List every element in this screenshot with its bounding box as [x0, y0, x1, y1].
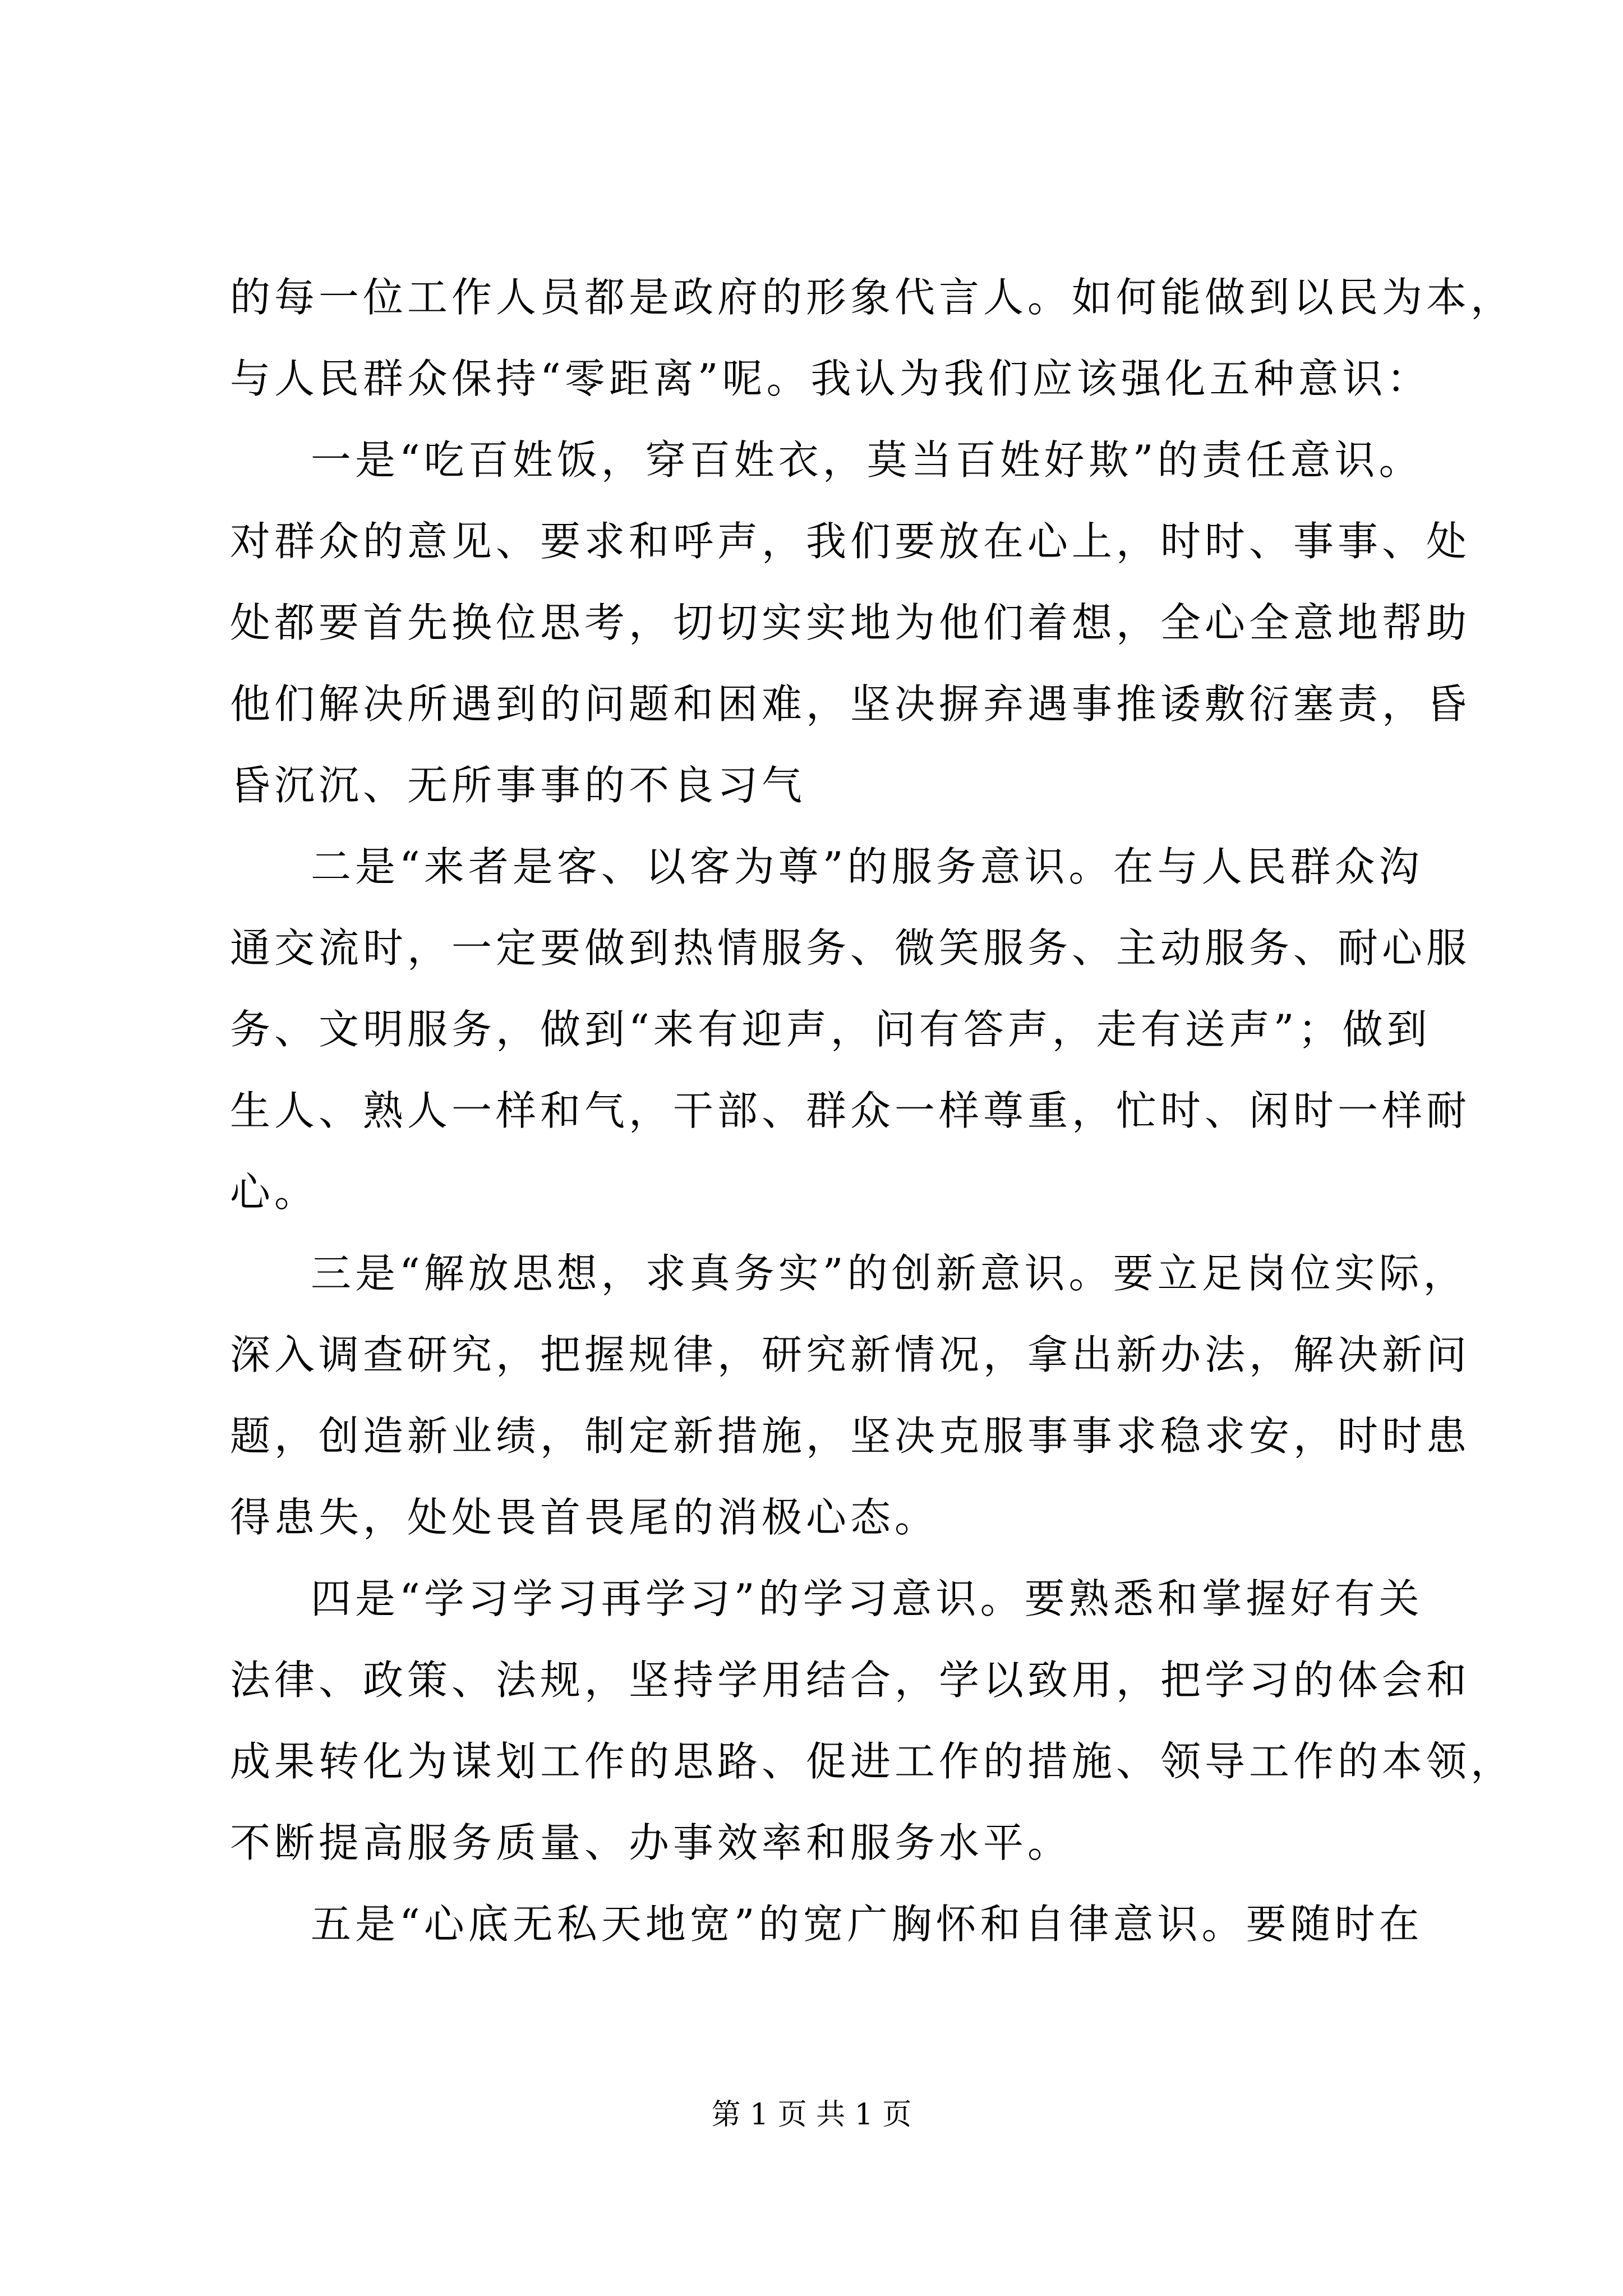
paragraph-start-line: 三是“解放思想，求真务实”的创新意识。要立足岗位实际， — [311, 1250, 1468, 1297]
text-line: 务、文明服务，做到“来有迎声，问有答声，走有送声”；做到 — [230, 1006, 1431, 1053]
paragraph-start-line: 四是“学习学习再学习”的学习意识。要熟悉和掌握好有关 — [311, 1575, 1423, 1622]
paragraph-start-line: 一是“吃百姓饭，穿百姓衣，莫当百姓好欺”的责任意识。 — [311, 436, 1423, 484]
paragraph-start-line: 二是“来者是客、以客为尊”的服务意识。在与人民群众沟 — [311, 843, 1423, 890]
text-line: 对群众的意见、要求和呼声，我们要放在心上，时时、事事、处 — [230, 518, 1471, 565]
text-line: 昏沉沉、无所事事的不良习气 — [230, 762, 806, 809]
text-line: 生人、熟人一样和气，干部、群众一样尊重，忙时、闲时一样耐 — [230, 1087, 1471, 1134]
text-line: 深入调查研究，把握规律，研究新情况，拿出新办法，解决新问 — [230, 1331, 1471, 1378]
text-line: 与人民群众保持“零距离”呢。我认为我们应该强化五种意识： — [230, 355, 1431, 402]
text-line: 的每一位工作人员都是政府的形象代言人。如何能做到以民为本， — [230, 274, 1515, 321]
text-line: 通交流时，一定要做到热情服务、微笑服务、主动服务、耐心服 — [230, 924, 1471, 972]
text-line: 不断提高服务质量、办事效率和服务水平。 — [230, 1819, 1072, 1866]
page-number-footer: 第 1 页 共 1 页 — [711, 2098, 912, 2132]
text-line: 处都要首先换位思考，切切实实地为他们着想，全心全意地帮助 — [230, 599, 1471, 646]
text-line: 法律、政策、法规，坚持学用结合，学以致用，把学习的体会和 — [230, 1657, 1471, 1704]
paragraph-start-line: 五是“心底无私天地宽”的宽广胸怀和自律意识。要随时在 — [311, 1901, 1423, 1948]
text-line: 成果转化为谋划工作的思路、促进工作的措施、领导工作的本领， — [230, 1738, 1515, 1785]
text-line: 他们解决所遇到的问题和困难，坚决摒弃遇事推诿敷衍塞责，昏 — [230, 680, 1471, 728]
text-line: 得患失，处处畏首畏尾的消极心态。 — [230, 1494, 939, 1541]
text-line: 题，创造新业绩，制定新措施，坚决克服事事求稳求安，时时患 — [230, 1412, 1471, 1460]
text-line: 心。 — [230, 1168, 319, 1216]
